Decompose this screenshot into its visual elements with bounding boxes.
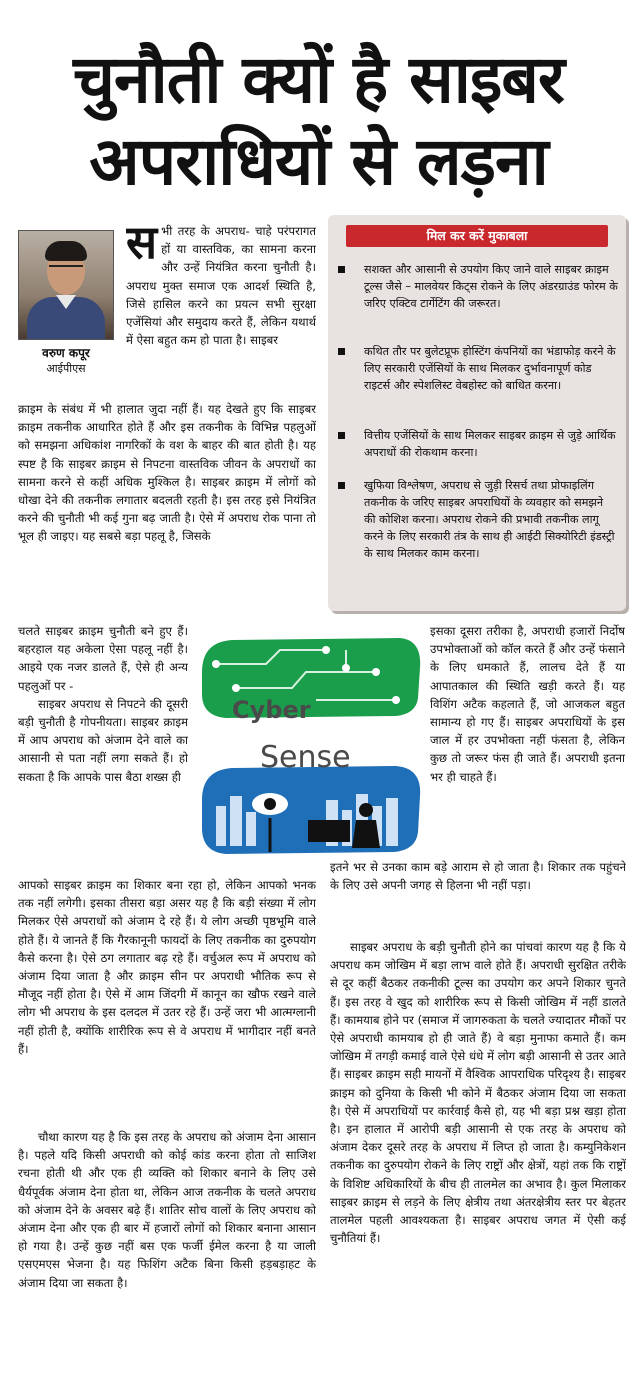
bullet-icon [338,348,345,355]
sidebar-title: मिल कर करें मुकाबला [346,225,608,247]
author-photo [18,230,114,340]
sidebar-item [338,427,618,461]
bullet-icon [338,432,345,439]
drop-cap: स [126,222,158,269]
body-paragraph-5: साइबर अपराध के बड़ी चुनौती होने का पांचवां कारण यह है कि ये अपराध कम जोखिम में बड़ा लाभ वाले होते हैं। अपराधी सुरक्षित तरीके से दूर कहीं बैठकर तकनीकी टूल्स का उपयोग कर अपने शिकार चुनते हैं। इस तरह वे खुद को शारीरिक रूप से किसी जोखिम में नहीं डालते हैं। कामयाब होने पर (समाज में जागरुकता के चलते ज्यादातर मौकों पर ऐसे अपराधी कामयाब हो ही जाते हैं) वे बड़ा मुनाफा कमाते हैं। कम जोखिम में तगड़ी कमाई वाले ऐसे धंधे में लोग बड़ी आसानी से उतर आते हैं। साइबर क्राइम सही मायनों में वैश्विक आपराधिक परिदृश्य है। साइबर क्राइम को दुनिया के किसी भी कोने में बैठकर अंजाम दिया जा सकता है। ऐसे में अपराधियों पर कार्रवाई कैसे हो, यह भी बड़ा प्रश्न खड़ा होता है। इन हालात में आरोपी बड़ी आसानी से एक तरह के अपराध को अंजाम देकर दूसरे तरह के अपराध में लिप्त हो जाता है। कम्युनिकेशन तकनीक का दुरुपयोग रोकने के लिए राष्ट्रों और क्षेत्रों, यहां तक कि राष्ट्रों के विशिष्ट अधिकारियों के बीच ही तालमेल का अभाव है। कुल मिलाकर साइबर क्राइम से लड़ने के लिए क्षेत्रीय तथा अंतरक्षेत्रीय स्तर पर बेहतर तालमेल पहली आवश्यकता है। साइबर अपराध जगत में ऐसी कई चुनौतियां हैं। [330,940,626,1246]
author-role: आईपीएस [46,362,86,375]
body-paragraph-3: चौथा कारण यह है कि इस तरह के अपराध को अंजाम देना आसान है। पहले यदि किसी अपराधी को कोई कांड करना होता तो साजिश रचना होती थी और एक ही व्यक्ति को शिकार बनाने के लिए उसे धैर्यपूर्वक अंजाम देना होता था, लेकिन आज तकनीक के चलते अपराध को अंजाम देने के अवसर बढ़े हैं। शातिर सोच वालों के लिए अपराध को अंजाम देना और एक ही बार में हजारों लोगों को शिकार बनाना आसान हो गया है। उन्हें कुछ नहीं बस एक फर्जी ईमेल करना है या जाली एसएमएस भेजना है। यह फिशिंग अटैक बिना किसी हड़बड़ाहट के अंजाम दिया जा सकता है। [18,1130,316,1290]
body-paragraph-4: इतने भर से उनका काम बड़े आराम से हो जाता है। शिकार तक पहुंचने के लिए उसे अपनी जगह से हिलना भी नहीं पड़ा। [330,860,626,893]
body-narrow-left-text-2: साइबर अपराध से निपटने की दूसरी बड़ी चुनौती है गोपनीयता। साइबर क्राइम में आप अपराध को अंजाम देने वाले का आसानी से पता नहीं लगा सकते हैं। हो सकता है कि आपके पास बैठा शख्स ही [18,696,188,784]
author-photo-glasses [49,265,83,273]
author-name: वरुण कपूर [42,346,90,360]
headline-line-2: अपराधियों से लड़ना [89,123,548,200]
body-narrow-left-text: चलते साइबर क्राइम चुनौती बने हुए हैं। बहरहाल यह अकेला ऐसा पहलू नहीं है। आइये एक नजर डालते हैं, ऐसे ही अन्य पहलुओं पर - [18,624,188,693]
intro-text: भी तरह के अपराध- चाहे परंपरागत हों या वास्तविक, का सामना करना और उन्हें नियंत्रित करना चुनौती है। अपराध मुक्त समाज एक आदर्श स्थिति है, जिसे हासिल करने का प्रयत्न सभी सुरक्षा एजेंसियां और समुदाय करते हैं, लेकिन यथार्थ में ऐसा बहुत कम हो पाता है। साइबर [126,224,316,348]
body-narrow-left [18,622,188,880]
bullet-icon [338,266,345,273]
sidebar-item-text: सशक्त और आसानी से उपयोग किए जाने वाले साइबर क्राइम टूल्स जैसे – मालवेयर किट्स रोकने के लिए अंडरग्राउंड फोरम के जरिए एक्टिव टार्गेटिंग की जरूरत। [364,263,618,310]
body-paragraph-2: आपको साइबर क्राइम का शिकार बना रहा हो, लेकिन आपको भनक तक नहीं लगेगी। इसका तीसरा बड़ा असर यह है कि बड़ी संख्या में लोग मिलकर ऐसे अपराधों को अंजाम दे रहे हैं। ये लोग अच्छी पृष्ठभूमि वाले होते हैं। ये जानते हैं कि गैरकानूनी फायदों के लिए तकनीक का दुरुपयोग कैसे करना है। ऐसे ठग लगातार बढ़ रहे हैं। वर्चुअल रूप में अपराध को अंजाम दिया जाता है और क्राइम सीन पर अपराधी भौतिक रूप से मौजूद नहीं होता है। ऐसे में आम जिंदगी में कानून का खौफ रखने वाले लोग भी अपराध के इस दलदल में उतर रहे हैं। उन्हें जरा भी आत्मग्लानी नहीं होती है, क्योंकि शारीरिक रूप से वे अपराध में भागीदार नहीं बनते हैं। [18,878,316,1056]
sidebar-item-text: खुफिया विश्लेषण, अपराध से जुड़ी रिसर्च तथा प्रोफाइलिंग तकनीक के जरिए साइबर अपराधियों के व्यवहार को समझने की कोशिश करना। अपराध रोकने की प्रभावी तकनीक लागू करने के लिए सरकारी तंत्र के साथ ही आईटी सिक्योरिटी इंडस्ट्री के साथ मिलकर काम करना। [364,479,615,560]
sidebar-item [338,477,618,562]
laptop-icon [308,820,350,842]
author-photo-hair [45,241,87,261]
graphic-word-cyber: Cyber [232,696,311,724]
sidebar-item-text: वित्तीय एजेंसियों के साथ मिलकर साइबर क्राइम से जुड़े आर्थिक अपराधों की रोकथाम करना। [364,429,616,459]
sidebar-item [338,343,618,394]
sidebar-item-text: कथित तौर पर बुलेटप्रूफ होस्टिंग कंपनियों का भंडाफोड़ करने के लिए सरकारी एजेंसियों के साथ मिलकर दुर्भावनापूर्ण कोड राइटर्स और स्पेशलिस्ट वेबहोस्ट को बाधित करना। [364,345,616,392]
body-narrow-right: इसका दूसरा तरीका है, अपराधी हजारों निर्दोष उपभोक्ताओं को कॉल करते हैं और उन्हें फंसाने के लिए धमकाते हैं, लालच देते हैं या आपातकाल की स्थिति खड़ी करते हैं। यह विशिंग अटैक कहलाते हैं, जो आजकल बहुत सामान्य हो गए हैं। साइबर अपराधियों के इस जाल में हर उपभोक्ता नहीं फंसता है, लेकिन कुछ तो जरूर फंस ही जाते हैं। अपराधी इतना भर ही चाहते हैं। [430,624,625,784]
sidebar-item [338,261,618,312]
body-paragraph-1: क्राइम के संबंध में भी हालात जुदा नहीं हैं। यह देखते हुए कि साइबर क्राइम तकनीक आधारित होते हैं और इस तकनीक के विभिन्न पहलुओं को समझना अधिकांश नागरिकों के वश के बाहर की बात होती है। यह स्पष्ट है कि साइबर क्राइम से निपटना वास्तविक जीवन के अपराधों का सामना करने से कहीं अधिक मुश्किल है। साइबर क्राइम में लोगों को धोखा देने की तकनीक लगातार बदलती रहती है। इस तरह इसे नियंत्रित करने की चुनौती भी कई गुना बढ़ जाती है। ऐसे में अपराध रोक पाना तो भूल ही जाइए। यह सबसे बड़ा पहलू है, जिसके [18,402,316,544]
cyber-sense-graphic [196,628,426,863]
intro-paragraph [126,222,316,400]
bullet-icon [338,482,345,489]
graphic-word-sense: Sense [260,740,351,775]
headline-line-1: चुनौती क्यों है साइबर [73,41,564,118]
sidebar-box [328,215,626,611]
